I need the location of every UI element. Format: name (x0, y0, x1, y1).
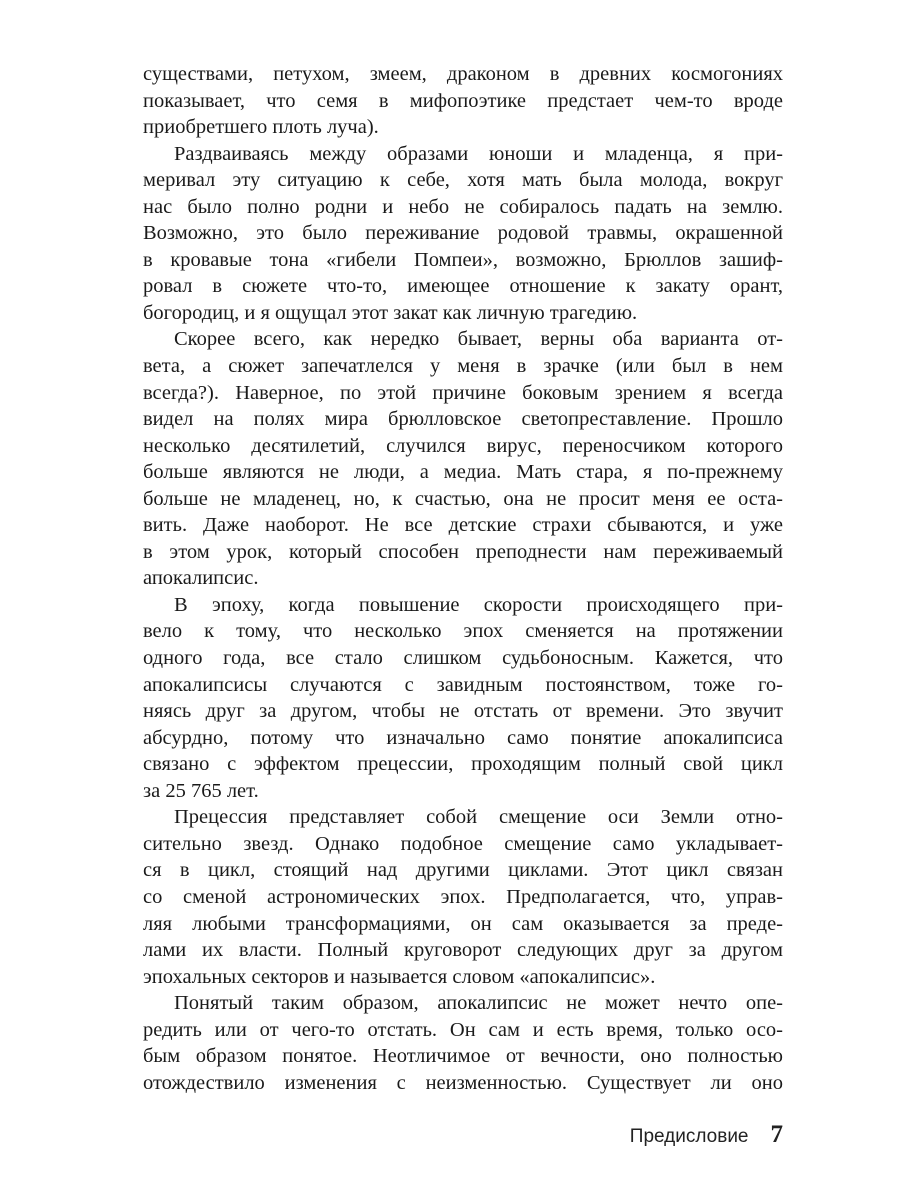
text-line: больше являются не люди, а медиа. Мать стара, я по-прежнему (143, 461, 783, 484)
paragraph (143, 592, 783, 804)
text-line: одного года, все стало слишком судьбоносным. Кажется, что (143, 647, 783, 670)
text-line: В эпоху, когда повышение скорости происходящего при- (174, 593, 783, 616)
text-line: несколько десятилетий, случился вирус, переносчиком которого (143, 434, 783, 457)
text-line: связано с эффектом прецессии, проходящим полный свой цикл (143, 753, 783, 776)
text-line: богородиц, и я ощущал этот закат как личную трагедию. (143, 301, 638, 324)
page-footer (630, 1121, 783, 1149)
text-line: Раздваиваясь между образами юноши и младенца, я при- (174, 142, 783, 165)
text-line: Понятый таким образом, апокалипсис не может нечто опе- (174, 992, 783, 1015)
text-line: вить. Даже наоборот. Не все детские страхи сбываются, и уже (143, 514, 783, 537)
text-line: со сменой астрономических эпох. Предполагается, что, управ- (143, 885, 783, 908)
text-line: сительно звезд. Однако подобное смещение само укладывает- (143, 832, 783, 855)
text-line: ляя любыми трансформациями, он сам оказывается за преде- (143, 912, 783, 935)
text-line: больше не младенец, но, к счастью, она не просит меня ее оста- (143, 487, 783, 510)
text-line: апокалипсисы случаются с завидным постоянством, тоже го- (143, 673, 783, 696)
body-text (143, 61, 783, 1096)
text-line: ровал в сюжете что-то, имеющее отношение к закату орант, (143, 275, 783, 298)
paragraph (143, 326, 783, 591)
text-line: эпохальных секторов и называется словом «апокалипсис». (143, 965, 656, 988)
paragraph (143, 990, 783, 1096)
text-line: бым образом понятое. Неотличимое от вечности, оно полностью (143, 1045, 783, 1068)
text-line: вело к тому, что несколько эпох сменяется на протяжении (143, 620, 783, 643)
text-line: показывает, что семя в мифопоэтике предстает чем-то вроде (143, 89, 783, 112)
text-line: нас было полно родни и небо не собиралось падать на землю. (143, 195, 783, 218)
text-line: видел на полях мира брюлловское светопреставление. Прошло (143, 408, 783, 431)
text-line: абсурдно, потому что изначально само понятие апокалипсиса (143, 726, 783, 749)
text-line: Возможно, это было переживание родовой травмы, окрашенной (143, 222, 783, 245)
paragraph (143, 61, 783, 141)
text-line: редить или от чего-то отстать. Он сам и есть время, только осо- (143, 1018, 783, 1041)
text-line: лами их власти. Полный круговорот следующих друг за другом (143, 939, 783, 962)
text-line: приобретшего плоть луча). (143, 116, 379, 139)
text-line: существами, петухом, змеем, драконом в древних космогониях (143, 63, 783, 85)
text-line: в кровавые тона «гибели Помпеи», возможно, Брюллов зашиф- (143, 248, 783, 271)
text-line: ся в цикл, стоящий над другими циклами. Этот цикл связан (143, 859, 783, 882)
text-line: всегда?). Наверное, по этой причине боковым зрением я всегда (143, 381, 783, 404)
text-line: за 25 765 лет. (143, 779, 259, 802)
page-number: 7 (770, 1121, 783, 1148)
text-line: няясь друг за другом, чтобы не отстать от времени. Это звучит (143, 700, 783, 723)
text-line: апокалипсис. (143, 567, 259, 590)
text-line: в этом урок, который способен преподнести нам переживаемый (143, 540, 783, 563)
text-line: вета, а сюжет запечатлелся у меня в зрачке (или был в нем (143, 355, 783, 378)
text-line: меривал эту ситуацию к себе, хотя мать была молода, вокруг (143, 169, 783, 192)
paragraph (143, 141, 783, 327)
text-line: Прецессия представляет собой смещение оси Земли отно- (174, 806, 783, 829)
paragraph (143, 804, 783, 990)
text-line: отождествило изменения с неизменностью. Существует ли оно (143, 1071, 783, 1094)
text-line: Скорее всего, как нередко бывает, верны оба варианта от- (174, 328, 783, 351)
running-title: Предисловие (629, 1126, 749, 1147)
